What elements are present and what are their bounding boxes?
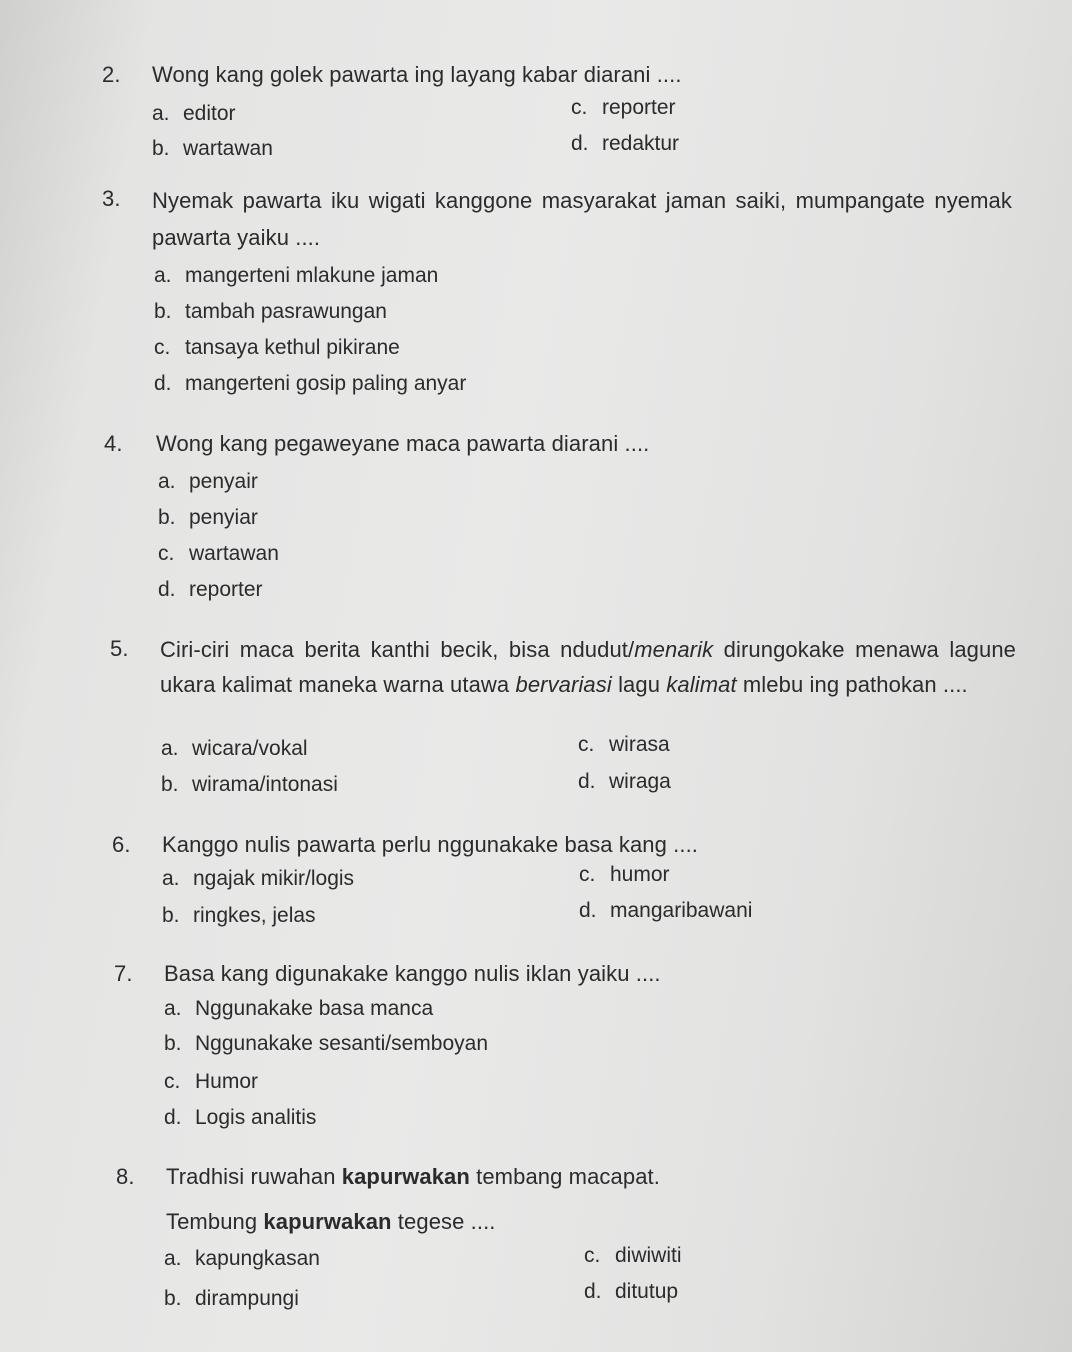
stem-text: Tembung xyxy=(166,1209,264,1234)
option-b[interactable] xyxy=(164,1030,488,1058)
option-a[interactable] xyxy=(154,262,438,290)
option-text: wirama/intonasi xyxy=(192,773,338,796)
option-letter: a. xyxy=(154,264,172,287)
stem-text: tegese .... xyxy=(391,1209,496,1234)
option-letter: d. xyxy=(584,1280,602,1303)
question-number: 8. xyxy=(116,1164,135,1189)
question-6 xyxy=(112,828,1012,861)
question-8 xyxy=(116,1160,1016,1240)
option-d[interactable] xyxy=(578,768,671,796)
option-letter: a. xyxy=(152,102,170,125)
stem-text-italic: menarik xyxy=(634,637,714,662)
option-b[interactable] xyxy=(152,135,273,163)
option-c[interactable] xyxy=(578,731,670,759)
option-c[interactable] xyxy=(584,1242,682,1270)
question-7 xyxy=(114,957,1014,990)
option-text: penyair xyxy=(189,470,258,493)
option-text: ngajak mikir/logis xyxy=(193,867,355,890)
option-text: tambah pasrawungan xyxy=(185,300,387,323)
stem-text: tembang macapat. xyxy=(469,1164,660,1189)
option-letter: a. xyxy=(162,867,180,890)
option-a[interactable] xyxy=(158,468,258,496)
option-letter: b. xyxy=(158,506,176,529)
stem-text-italic: kalimat xyxy=(666,672,737,697)
option-c[interactable] xyxy=(571,94,676,122)
option-letter: a. xyxy=(164,1247,182,1270)
stem-keyword: kapurwakan xyxy=(263,1209,392,1234)
question-number: 5. xyxy=(110,636,129,661)
option-c[interactable] xyxy=(158,540,279,568)
option-text: redaktur xyxy=(602,132,680,155)
option-text: wartawan xyxy=(189,542,279,565)
option-d[interactable] xyxy=(154,370,466,398)
option-text: wirasa xyxy=(609,733,670,756)
option-text: Humor xyxy=(195,1070,259,1093)
option-letter: c. xyxy=(584,1244,601,1267)
question-stem: Nyemak pawarta iku wigati kanggone masyarakat jaman saiki, mumpangate nyemak pawarta yaiku .... xyxy=(152,188,1012,250)
option-d[interactable] xyxy=(158,576,263,604)
option-text: tansaya kethul pikirane xyxy=(185,336,400,359)
question-number: 2. xyxy=(102,62,121,87)
option-letter: b. xyxy=(162,904,180,927)
option-text: reporter xyxy=(189,578,263,601)
option-letter: b. xyxy=(161,773,179,796)
option-c[interactable] xyxy=(154,334,400,362)
option-letter: d. xyxy=(158,578,176,601)
option-text: Nggunakake basa manca xyxy=(195,997,434,1020)
question-stem: Wong kang golek pawarta ing layang kabar diarani .... xyxy=(152,62,682,87)
option-letter: d. xyxy=(154,372,172,395)
option-a[interactable] xyxy=(164,1245,320,1273)
option-letter: d. xyxy=(571,132,589,155)
question-number: 6. xyxy=(112,832,131,857)
option-text: ringkes, jelas xyxy=(193,904,316,927)
option-letter: d. xyxy=(164,1106,182,1129)
option-text: wartawan xyxy=(183,137,273,160)
option-text: reporter xyxy=(602,96,676,119)
option-letter: c. xyxy=(578,733,595,756)
option-b[interactable] xyxy=(154,298,387,326)
option-text: mangerteni gosip paling anyar xyxy=(185,372,467,395)
question-number: 4. xyxy=(104,431,123,456)
question-2 xyxy=(102,58,1002,91)
option-text: dirampungi xyxy=(195,1287,299,1310)
option-letter: c. xyxy=(571,96,588,119)
question-3 xyxy=(102,182,1012,252)
question-stem xyxy=(160,632,1016,702)
option-text: wicara/vokal xyxy=(192,737,308,760)
option-a[interactable] xyxy=(162,865,354,893)
option-letter: b. xyxy=(164,1287,182,1310)
question-5 xyxy=(110,632,1020,732)
option-text: Logis analitis xyxy=(195,1106,317,1129)
option-letter: a. xyxy=(161,737,179,760)
option-b[interactable] xyxy=(158,504,258,532)
stem-text: Tradhisi ruwahan xyxy=(166,1164,342,1189)
option-b[interactable] xyxy=(162,902,316,930)
stem-text: Ciri-ciri maca berita kanthi becik, bisa ndudut/ xyxy=(160,637,635,662)
option-a[interactable] xyxy=(161,735,308,763)
option-d[interactable] xyxy=(571,130,679,158)
option-text: Nggunakake sesanti/semboyan xyxy=(195,1032,489,1055)
option-text: diwiwiti xyxy=(615,1244,682,1267)
question-stem: Kanggo nulis pawarta perlu nggunakake basa kang .... xyxy=(162,832,699,857)
option-d[interactable] xyxy=(164,1104,316,1132)
stem-keyword: kapurwakan xyxy=(341,1164,470,1189)
stem-text: lagu xyxy=(611,672,667,697)
question-stem: Basa kang digunakake kanggo nulis iklan yaiku .... xyxy=(164,961,661,986)
option-text: mangaribawani xyxy=(610,899,753,922)
option-text: ditutup xyxy=(615,1280,679,1303)
question-number: 7. xyxy=(114,961,133,986)
option-text: humor xyxy=(610,863,670,886)
option-text: wiraga xyxy=(609,770,671,793)
stem-text: dirungokake menawa lagune ukara kalimat maneka warna utawa xyxy=(160,637,1016,697)
option-letter: a. xyxy=(164,997,182,1020)
question-stem-line-2 xyxy=(166,1205,496,1238)
question-stem xyxy=(166,1160,660,1193)
option-letter: c. xyxy=(579,863,596,886)
option-text: editor xyxy=(183,102,236,125)
option-d[interactable] xyxy=(579,897,752,925)
option-letter: d. xyxy=(578,770,596,793)
option-b[interactable] xyxy=(164,1285,299,1313)
option-d[interactable] xyxy=(584,1278,678,1306)
question-4 xyxy=(104,427,1004,460)
option-text: kapungkasan xyxy=(195,1247,320,1270)
question-stem: Wong kang pegaweyane maca pawarta diarani .... xyxy=(156,431,650,456)
option-letter: a. xyxy=(158,470,176,493)
option-letter: b. xyxy=(164,1032,182,1055)
option-text: penyiar xyxy=(189,506,258,529)
option-letter: d. xyxy=(579,899,597,922)
stem-text: mlebu ing pathokan .... xyxy=(736,672,968,697)
stem-text-italic: bervariasi xyxy=(515,672,612,697)
option-text: mangerteni mlakune jaman xyxy=(185,264,439,287)
option-b[interactable] xyxy=(161,771,338,799)
option-a[interactable] xyxy=(152,100,236,128)
option-letter: c. xyxy=(164,1070,181,1093)
option-letter: b. xyxy=(154,300,172,323)
option-letter: c. xyxy=(154,336,171,359)
option-a[interactable] xyxy=(164,995,433,1023)
option-c[interactable] xyxy=(164,1068,258,1096)
option-c[interactable] xyxy=(579,861,670,889)
option-letter: b. xyxy=(152,137,170,160)
question-number: 3. xyxy=(102,186,121,211)
option-letter: c. xyxy=(158,542,175,565)
